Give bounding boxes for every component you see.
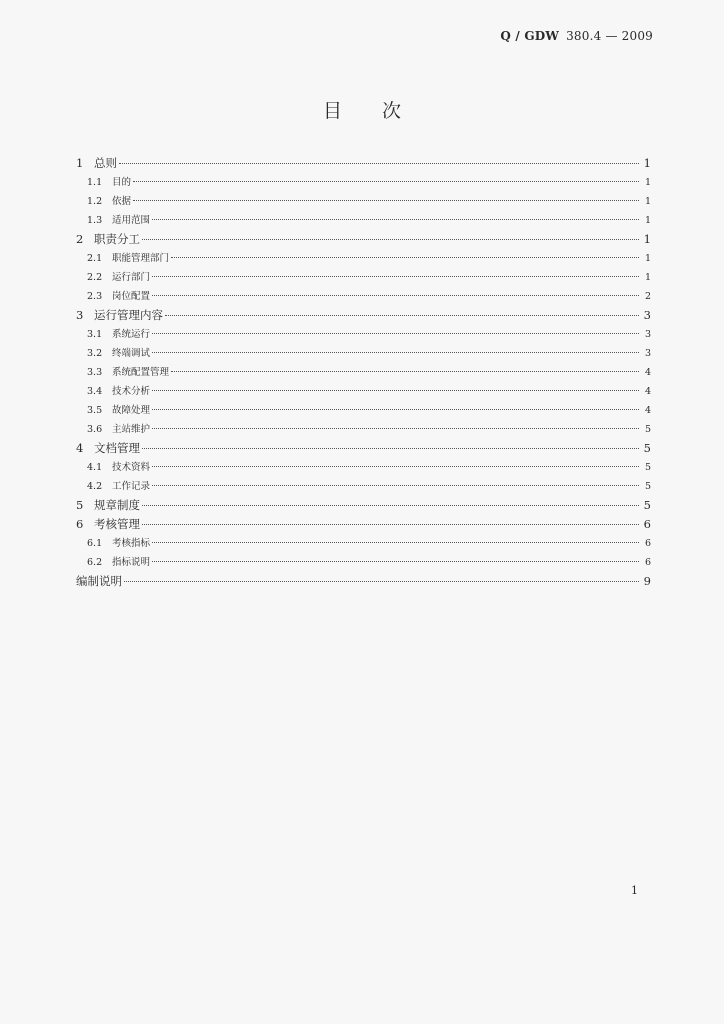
toc-entry[interactable] bbox=[76, 192, 651, 211]
toc-entry-page: 1 bbox=[643, 156, 651, 170]
toc-entry-label: 文档管理 bbox=[94, 441, 140, 455]
toc-entry[interactable] bbox=[76, 325, 651, 344]
toc-entry-page: 3 bbox=[644, 348, 651, 359]
toc-entry-label: 故障处理 bbox=[112, 405, 151, 416]
standard-number: 380.4 — 2009 bbox=[566, 29, 653, 43]
toc-entry[interactable] bbox=[76, 344, 651, 363]
standard-prefix: Q / GDW bbox=[500, 29, 560, 43]
toc-entry-page: 1 bbox=[644, 215, 651, 226]
toc-entry-number: 3.3 bbox=[87, 367, 103, 378]
toc-entry-page: 3 bbox=[643, 308, 651, 322]
toc-entry[interactable] bbox=[76, 287, 651, 306]
toc-leader-dots bbox=[152, 333, 639, 334]
toc-entry-page: 2 bbox=[644, 291, 651, 302]
toc-entry[interactable] bbox=[76, 173, 651, 192]
toc-leader-dots bbox=[152, 466, 639, 467]
toc-entry-page: 1 bbox=[644, 253, 651, 264]
toc-entry[interactable] bbox=[76, 477, 651, 496]
toc-entry-number: 1.3 bbox=[87, 215, 103, 226]
toc-entry-page: 1 bbox=[643, 232, 651, 246]
toc-entry-page: 1 bbox=[644, 177, 651, 188]
table-of-contents bbox=[76, 154, 651, 591]
toc-entry[interactable] bbox=[76, 401, 651, 420]
toc-leader-dots bbox=[171, 257, 639, 258]
toc-leader-dots bbox=[142, 505, 639, 506]
toc-entry-number: 6.1 bbox=[87, 538, 103, 549]
document-standard-code bbox=[500, 29, 653, 43]
toc-entry-page: 6 bbox=[644, 538, 651, 549]
toc-entry-label: 目的 bbox=[112, 177, 132, 188]
toc-leader-dots bbox=[152, 561, 639, 562]
toc-entry[interactable] bbox=[76, 249, 651, 268]
toc-entry-label: 指标说明 bbox=[112, 557, 151, 568]
toc-entry[interactable] bbox=[76, 458, 651, 477]
toc-entry-number: 1 bbox=[76, 156, 84, 170]
toc-entry-number: 5 bbox=[76, 498, 84, 512]
toc-leader-dots bbox=[142, 524, 639, 525]
toc-entry-number: 3.5 bbox=[87, 405, 103, 416]
toc-leader-dots bbox=[152, 219, 639, 220]
toc-entry-page: 4 bbox=[644, 367, 651, 378]
toc-entry-label: 运行部门 bbox=[112, 272, 151, 283]
toc-entry-number: 2 bbox=[76, 232, 84, 246]
toc-entry-page: 5 bbox=[644, 462, 651, 473]
toc-entry-number: 3 bbox=[76, 308, 84, 322]
toc-entry-page: 3 bbox=[644, 329, 651, 340]
toc-entry-number: 6.2 bbox=[87, 557, 103, 568]
toc-leader-dots bbox=[152, 542, 639, 543]
toc-entry-label: 运行管理内容 bbox=[94, 308, 163, 322]
toc-entry-number: 1.1 bbox=[87, 177, 103, 188]
toc-leader-dots bbox=[152, 409, 639, 410]
toc-entry[interactable] bbox=[76, 306, 651, 325]
toc-entry[interactable] bbox=[76, 382, 651, 401]
toc-entry-number: 1.2 bbox=[87, 196, 103, 207]
toc-entry[interactable] bbox=[76, 572, 651, 591]
toc-entry[interactable] bbox=[76, 268, 651, 287]
page-number: 1 bbox=[631, 884, 638, 897]
toc-entry[interactable] bbox=[76, 496, 651, 515]
toc-leader-dots bbox=[133, 200, 639, 201]
toc-entry-label: 系统运行 bbox=[112, 329, 151, 340]
toc-entry-label: 考核管理 bbox=[94, 517, 140, 531]
toc-entry-label: 终端调试 bbox=[112, 348, 151, 359]
toc-leader-dots bbox=[152, 428, 639, 429]
toc-entry[interactable] bbox=[76, 439, 651, 458]
toc-leader-dots bbox=[152, 352, 639, 353]
toc-leader-dots bbox=[152, 276, 639, 277]
toc-entry-label: 考核指标 bbox=[112, 538, 151, 549]
toc-entry-page: 5 bbox=[644, 481, 651, 492]
toc-entry-page: 1 bbox=[644, 272, 651, 283]
toc-entry[interactable] bbox=[76, 154, 651, 173]
toc-entry-number: 6 bbox=[76, 517, 84, 531]
toc-entry[interactable] bbox=[76, 553, 651, 572]
toc-entry-label: 依据 bbox=[112, 196, 132, 207]
toc-entry-number: 4.2 bbox=[87, 481, 103, 492]
toc-entry-number: 3.6 bbox=[87, 424, 103, 435]
toc-entry[interactable] bbox=[76, 230, 651, 249]
toc-entry[interactable] bbox=[76, 515, 651, 534]
toc-entry-page: 5 bbox=[644, 424, 651, 435]
toc-entry-page: 6 bbox=[644, 557, 651, 568]
toc-entry-number: 3.2 bbox=[87, 348, 103, 359]
toc-entry-number: 2.2 bbox=[87, 272, 103, 283]
toc-entry-page: 6 bbox=[643, 517, 651, 531]
toc-entry[interactable] bbox=[76, 211, 651, 230]
toc-leader-dots bbox=[142, 448, 639, 449]
toc-entry-page: 4 bbox=[644, 405, 651, 416]
toc-entry-label: 技术分析 bbox=[112, 386, 151, 397]
toc-leader-dots bbox=[165, 315, 639, 316]
toc-leader-dots bbox=[142, 239, 639, 240]
toc-leader-dots bbox=[119, 163, 639, 164]
toc-entry-label: 岗位配置 bbox=[112, 291, 151, 302]
toc-leader-dots bbox=[133, 181, 639, 182]
toc-entry-page: 5 bbox=[643, 498, 651, 512]
toc-entry-page: 5 bbox=[643, 441, 651, 455]
toc-entry-page: 1 bbox=[644, 196, 651, 207]
toc-entry-label: 职责分工 bbox=[94, 232, 140, 246]
page-title: 目次 bbox=[322, 100, 441, 122]
toc-leader-dots bbox=[124, 581, 639, 582]
toc-entry-label: 规章制度 bbox=[94, 498, 140, 512]
toc-entry-number: 3.4 bbox=[87, 386, 103, 397]
toc-entry-number: 2.3 bbox=[87, 291, 103, 302]
toc-entry-label: 适用范围 bbox=[112, 215, 151, 226]
toc-leader-dots bbox=[152, 485, 639, 486]
toc-entry-label: 主站维护 bbox=[112, 424, 151, 435]
toc-entry[interactable] bbox=[76, 534, 651, 553]
toc-entry-number: 2.1 bbox=[87, 253, 103, 264]
toc-entry-number: 3.1 bbox=[87, 329, 103, 340]
toc-entry-label: 工作记录 bbox=[112, 481, 151, 492]
toc-leader-dots bbox=[152, 295, 639, 296]
toc-entry-label: 编制说明 bbox=[76, 574, 122, 588]
toc-entry[interactable] bbox=[76, 420, 651, 439]
toc-leader-dots bbox=[171, 371, 639, 372]
toc-entry-page: 9 bbox=[643, 574, 651, 588]
toc-entry-label: 技术资料 bbox=[112, 462, 151, 473]
toc-entry-label: 系统配置管理 bbox=[112, 367, 170, 378]
toc-entry-page: 4 bbox=[644, 386, 651, 397]
toc-entry-label: 总则 bbox=[94, 156, 117, 170]
toc-entry-number: 4.1 bbox=[87, 462, 103, 473]
toc-entry-label: 职能管理部门 bbox=[112, 253, 170, 264]
toc-entry[interactable] bbox=[76, 363, 651, 382]
toc-entry-number: 4 bbox=[76, 441, 84, 455]
toc-leader-dots bbox=[152, 390, 639, 391]
